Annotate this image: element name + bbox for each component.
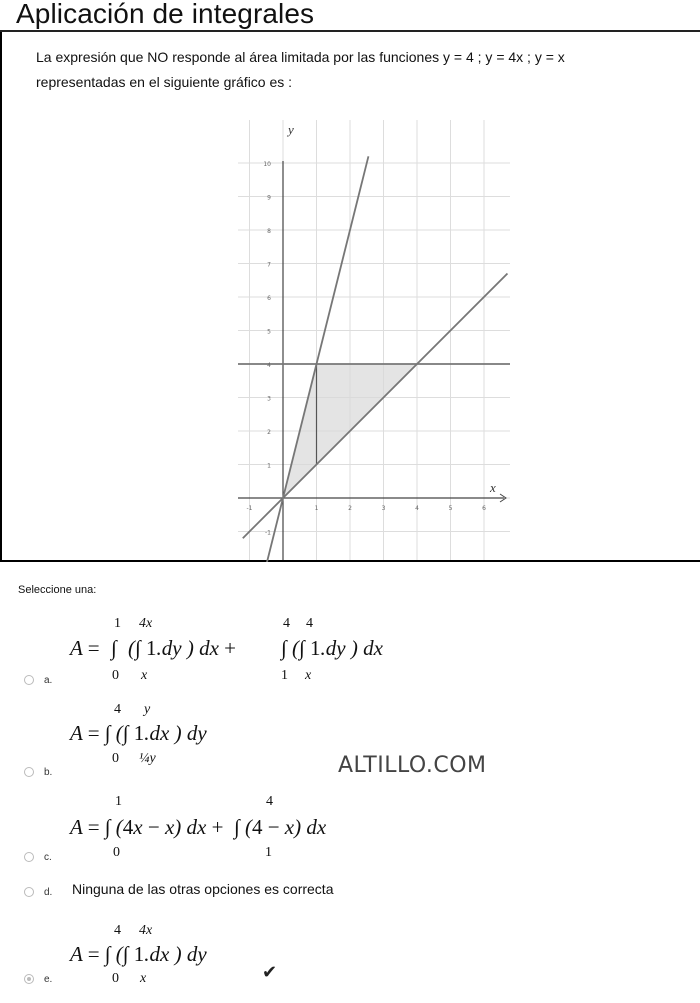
y-tick-label: 10 [263, 161, 271, 168]
y-tick-label: 7 [267, 261, 271, 269]
option-c-radio[interactable] [24, 852, 34, 862]
graph-axes [238, 122, 506, 560]
y-tick-label: 6 [267, 295, 271, 302]
option-e-formula[interactable]: 4 4x A = ∫ (∫ 1.dx ) dy 0 x [70, 923, 207, 986]
a-upper-2: 4 [283, 616, 290, 631]
option-c-letter: c. [44, 852, 52, 863]
option-a-formula[interactable]: A = 1 ∫ 0 4x (∫ 1.dy ) dx + x 4 4 ∫ (∫ 1.dy ) dx 1 x [70, 616, 383, 683]
question-line-2: representadas en el siguiente gráfico es : [36, 74, 293, 90]
question-line-1: La expresión que NO responde al área limitada por las funciones y = 4 ; y = 4x ; y = x [36, 49, 565, 65]
c-lower-2: 1 [265, 845, 272, 860]
b-upper-inner: y [144, 702, 151, 717]
a-upper-1: 1 [114, 616, 121, 631]
y-tick-label: 1 [267, 462, 271, 470]
a-upper-2-inner: 4 [306, 616, 313, 631]
y-tick-label: 5 [267, 328, 271, 336]
x-tick-label: 5 [448, 505, 453, 512]
a-lower-2: 1 [281, 668, 288, 683]
c-lower-1: 0 [113, 845, 120, 860]
x-tick-label: 4 [415, 505, 419, 512]
line-y-4x [266, 156, 368, 565]
option-d-text[interactable]: Ninguna de las otras opciones es correcta [72, 881, 334, 897]
x-tick-label: 1 [314, 505, 319, 512]
graph-lines [238, 156, 510, 565]
select-label: Seleccione una: [18, 584, 97, 596]
option-d-letter: d. [44, 887, 53, 898]
b-lower-inner: ¼y [139, 751, 156, 766]
question-panel [2, 32, 700, 560]
c-upper-2: 4 [266, 794, 273, 809]
option-e-radio[interactable] [24, 974, 34, 984]
option-a-letter: a. [44, 675, 53, 686]
a-lower-1: 0 [112, 668, 119, 683]
question-text [36, 45, 691, 95]
x-tick-label: 2 [348, 505, 352, 512]
x-tick-label: 3 [381, 505, 386, 512]
y-tick-label: 9 [267, 194, 271, 202]
option-a-radio[interactable] [24, 675, 34, 685]
a-lower-1-inner: x [141, 668, 148, 683]
e-lower-inner: x [140, 971, 147, 986]
a-lower-2-inner: x [305, 668, 312, 683]
watermark: ALTILLO.COM [338, 753, 487, 778]
y-tick-label: 2 [267, 429, 271, 436]
check-icon: ✔ [262, 962, 278, 983]
x-axis-label: x [490, 480, 496, 495]
option-b-letter: b. [44, 767, 53, 778]
option-e-letter: e. [44, 974, 53, 985]
b-lower: 0 [112, 751, 119, 766]
e-lower: 0 [112, 971, 119, 986]
y-tick-label: 3 [267, 395, 271, 403]
y-tick-label: 4 [267, 362, 271, 369]
function-graph [238, 120, 510, 560]
option-d-radio[interactable] [24, 887, 34, 897]
y-tick-label: 8 [267, 228, 271, 235]
c-upper-1: 1 [115, 794, 122, 809]
e-upper: 4 [114, 923, 121, 938]
y-axis-label: y [288, 122, 294, 137]
title-bar [0, 0, 700, 32]
y-tick-label: -1 [265, 529, 271, 537]
x-tick-label: -1 [246, 505, 253, 512]
e-upper-inner: 4x [139, 923, 153, 938]
b-upper: 4 [114, 702, 121, 717]
answers-panel [0, 562, 700, 1003]
a-upper-1-inner: 4x [139, 616, 153, 631]
option-b-formula[interactable]: 4 y A = ∫ (∫ 1.dx ) dy 0 ¼y [70, 702, 207, 766]
option-c-formula[interactable]: 1 4 A = ∫ (4x − x) dx + ∫ (4 − x) dx 0 1 [70, 794, 327, 860]
page-title: Aplicación de integrales [16, 0, 315, 29]
x-tick-label: 6 [482, 505, 486, 512]
option-b-radio[interactable] [24, 767, 34, 777]
